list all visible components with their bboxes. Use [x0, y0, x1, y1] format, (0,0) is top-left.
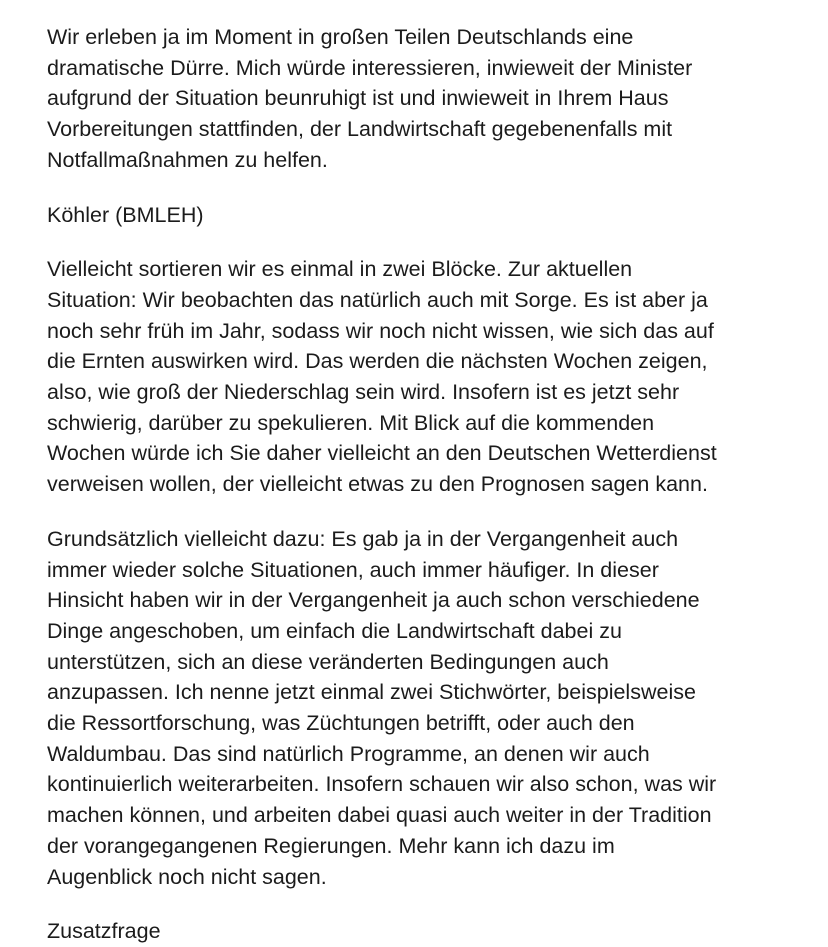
- text-line: immer wieder solche Situationen, auch immer häufiger. In dieser: [47, 557, 659, 582]
- text-line: Waldumbau. Das sind natürlich Programme, an denen wir auch: [47, 741, 650, 766]
- text-line: Wochen würde ich Sie daher vielleicht an den Deutschen Wetterdienst: [47, 441, 717, 466]
- text-line: Situation: Wir beobachten das natürlich auch mit Sorge. Es ist aber ja: [47, 287, 708, 312]
- text-line: Vielleicht sortieren wir es einmal in zwei Blöcke. Zur aktuellen: [47, 257, 633, 282]
- text-line: der vorangegangenen Regierungen. Mehr kann ich dazu im: [47, 833, 615, 858]
- transcript-text: [47, 22, 807, 947]
- text-line: dramatische Dürre. Mich würde interessieren, inwieweit der Minister: [47, 55, 693, 80]
- text-line: verweisen wollen, der vielleicht etwas zu den Prognosen sagen kann.: [47, 472, 708, 497]
- answer-paragraph-2: [47, 524, 807, 892]
- text-line: Notfallmaßnahmen zu helfen.: [47, 147, 328, 172]
- text-line: unterstützen, sich an diese veränderten Bedingungen auch: [47, 649, 609, 674]
- question-paragraph: [47, 22, 807, 176]
- text-line: Köhler (BMLEH): [47, 202, 204, 227]
- text-line: Dinge angeschoben, um einfach die Landwirtschaft dabei zu: [47, 618, 622, 643]
- speaker-label: [47, 200, 807, 231]
- text-line: Grundsätzlich vielleicht dazu: Es gab ja in der Vergangenheit auch: [47, 526, 679, 551]
- text-line: aufgrund der Situation beunruhigt ist und inwieweit in Ihrem Haus: [47, 86, 669, 111]
- text-line: kontinuierlich weiterarbeiten. Insofern schauen wir also schon, was wir: [47, 772, 717, 797]
- text-line: machen können, und arbeiten dabei quasi auch weiter in der Tradition: [47, 803, 712, 828]
- text-line: also, wie groß der Niederschlag sein wird. Insofern ist es jetzt sehr: [47, 380, 680, 405]
- text-line: die Ernten auswirken wird. Das werden die nächsten Wochen zeigen,: [47, 349, 708, 374]
- text-line: anzupassen. Ich nenne jetzt einmal zwei Stichwörter, beispielsweise: [47, 680, 696, 705]
- text-line: Augenblick noch nicht sagen.: [47, 864, 327, 889]
- follow-up-label: [47, 916, 807, 947]
- text-line: schwierig, darüber zu spekulieren. Mit Blick auf die kommenden: [47, 410, 655, 435]
- text-line: Hinsicht haben wir in der Vergangenheit ja auch schon verschiedene: [47, 588, 700, 613]
- text-line: noch sehr früh im Jahr, sodass wir noch nicht wissen, wie sich das auf: [47, 318, 714, 343]
- text-line: Zusatzfrage: [47, 919, 161, 944]
- text-line: die Ressortforschung, was Züchtungen betrifft, oder auch den: [47, 711, 635, 736]
- text-line: Wir erleben ja im Moment in großen Teilen Deutschlands eine: [47, 25, 634, 49]
- text-line: Vorbereitungen stattfinden, der Landwirtschaft gegebenenfalls mit: [47, 117, 673, 142]
- answer-paragraph-1: [47, 254, 807, 500]
